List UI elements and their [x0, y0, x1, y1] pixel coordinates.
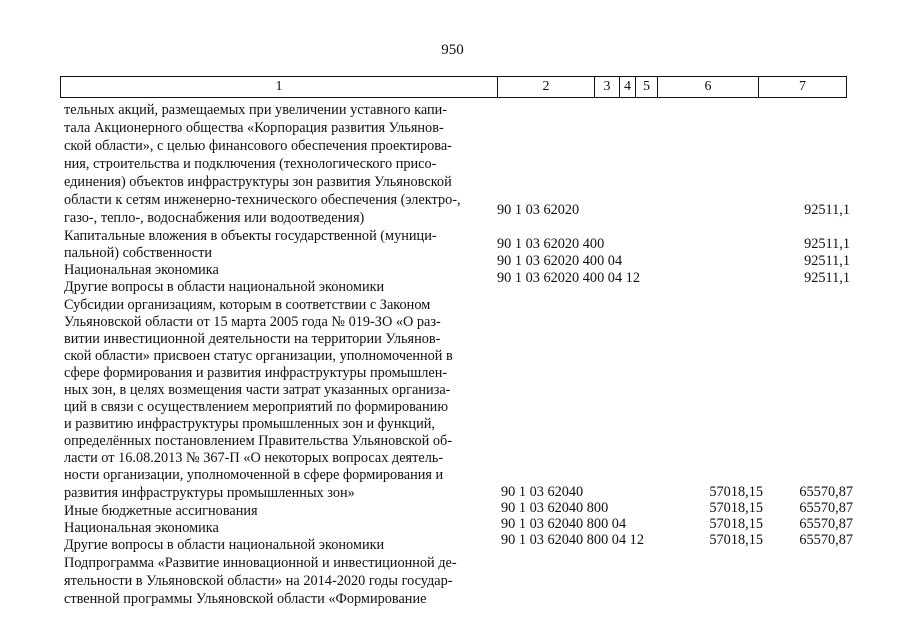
amount-col7: 65570,87: [799, 532, 853, 548]
text-line: Иные бюджетные ассигнования: [64, 503, 258, 519]
text-line: Другие вопросы в области национальной экономики: [64, 537, 385, 553]
text-line: Национальная экономика: [64, 262, 219, 278]
column-header-table: [60, 76, 847, 98]
budget-code: 90 1 03 62020 400 04 12: [497, 270, 640, 286]
column-header-6: 6: [658, 77, 759, 98]
text-line: ций в связи с осуществлением мероприятий по формированию: [64, 399, 448, 415]
budget-code: 90 1 03 62020: [497, 202, 580, 218]
text-line: ности организации, уполномоченной в сфере формирования и: [64, 467, 444, 483]
text-line: развития инфраструктуры промышленных зон»: [64, 485, 355, 501]
amount-col6: 57018,15: [709, 484, 763, 500]
budget-code: 90 1 03 62040: [501, 484, 584, 500]
amount-col6: 57018,15: [709, 532, 763, 548]
text-line: ской области», с целью финансового обеспечения проектирова-: [64, 138, 452, 154]
text-line: Национальная экономика: [64, 520, 219, 536]
column-header-2: 2: [498, 77, 595, 98]
text-line: ской области» присвоен статус организации, уполномоченной в: [64, 348, 453, 364]
text-line: Подпрограмма «Развитие инновационной и инвестиционной де-: [64, 555, 457, 571]
text-line: и развитию инфраструктуры промышленных зон и функций,: [64, 416, 435, 432]
text-line: витии инвестиционной деятельности на территории Ульянов-: [64, 331, 441, 347]
text-line: ния, строительства и подключения (технологического присо-: [64, 156, 437, 172]
text-line: ласти от 16.08.2013 № 367-П «О некоторых вопросах деятель-: [64, 450, 444, 466]
text-line: Капитальные вложения в объекты государственной (муници-: [64, 228, 437, 244]
text-line: ственной программы Ульяновской области «Формирование: [64, 591, 427, 607]
amount-col7: 65570,87: [799, 484, 853, 500]
text-line: пальной) собственности: [64, 245, 212, 261]
amount-col7: 92511,1: [804, 253, 850, 269]
text-line: тала Акционерного общества «Корпорация развития Ульянов-: [64, 120, 444, 136]
column-header-5: 5: [636, 77, 658, 98]
amount-col6: 57018,15: [709, 500, 763, 516]
text-line: области к сетям инженерно-технического обеспечения (электро-,: [64, 192, 461, 208]
column-header-7: 7: [759, 77, 847, 98]
text-line: ных зон, в целях возмещения части затрат указанных организа-: [64, 382, 451, 398]
text-line: тельных акций, размещаемых при увеличении уставного капи-: [64, 102, 448, 118]
amount-col7: 92511,1: [804, 236, 850, 252]
text-line: Субсидии организациям, которым в соответствии с Законом: [64, 297, 431, 313]
amount-col7: 92511,1: [804, 270, 850, 286]
text-line: Другие вопросы в области национальной экономики: [64, 279, 385, 295]
text-line: сфере формирования и развития инфраструктуры промышлен-: [64, 365, 448, 381]
budget-code: 90 1 03 62040 800: [501, 500, 609, 516]
budget-code: 90 1 03 62040 800 04: [501, 516, 627, 532]
amount-col7: 65570,87: [799, 516, 853, 532]
budget-code: 90 1 03 62020 400: [497, 236, 605, 252]
text-line: определённых постановлением Правительства Ульяновской об-: [64, 433, 453, 449]
page-number: 950: [441, 42, 464, 58]
amount-col7: 65570,87: [799, 500, 853, 516]
amount-col6: 57018,15: [709, 516, 763, 532]
budget-code: 90 1 03 62040 800 04 12: [501, 532, 644, 548]
amount-col7: 92511,1: [804, 202, 850, 218]
text-line: газо-, тепло-, водоснабжения или водоотведения): [64, 210, 365, 226]
text-line: единения) объектов инфраструктуры зон развития Ульяновской: [64, 174, 452, 190]
text-line: Ульяновской области от 15 марта 2005 года № 019-ЗО «О раз-: [64, 314, 441, 330]
column-header-4: 4: [620, 77, 636, 98]
budget-code: 90 1 03 62020 400 04: [497, 253, 623, 269]
column-header-3: 3: [595, 77, 620, 98]
column-header-1: 1: [61, 77, 498, 98]
text-line: ятельности в Ульяновской области» на 2014-2020 годы государ-: [64, 573, 453, 589]
